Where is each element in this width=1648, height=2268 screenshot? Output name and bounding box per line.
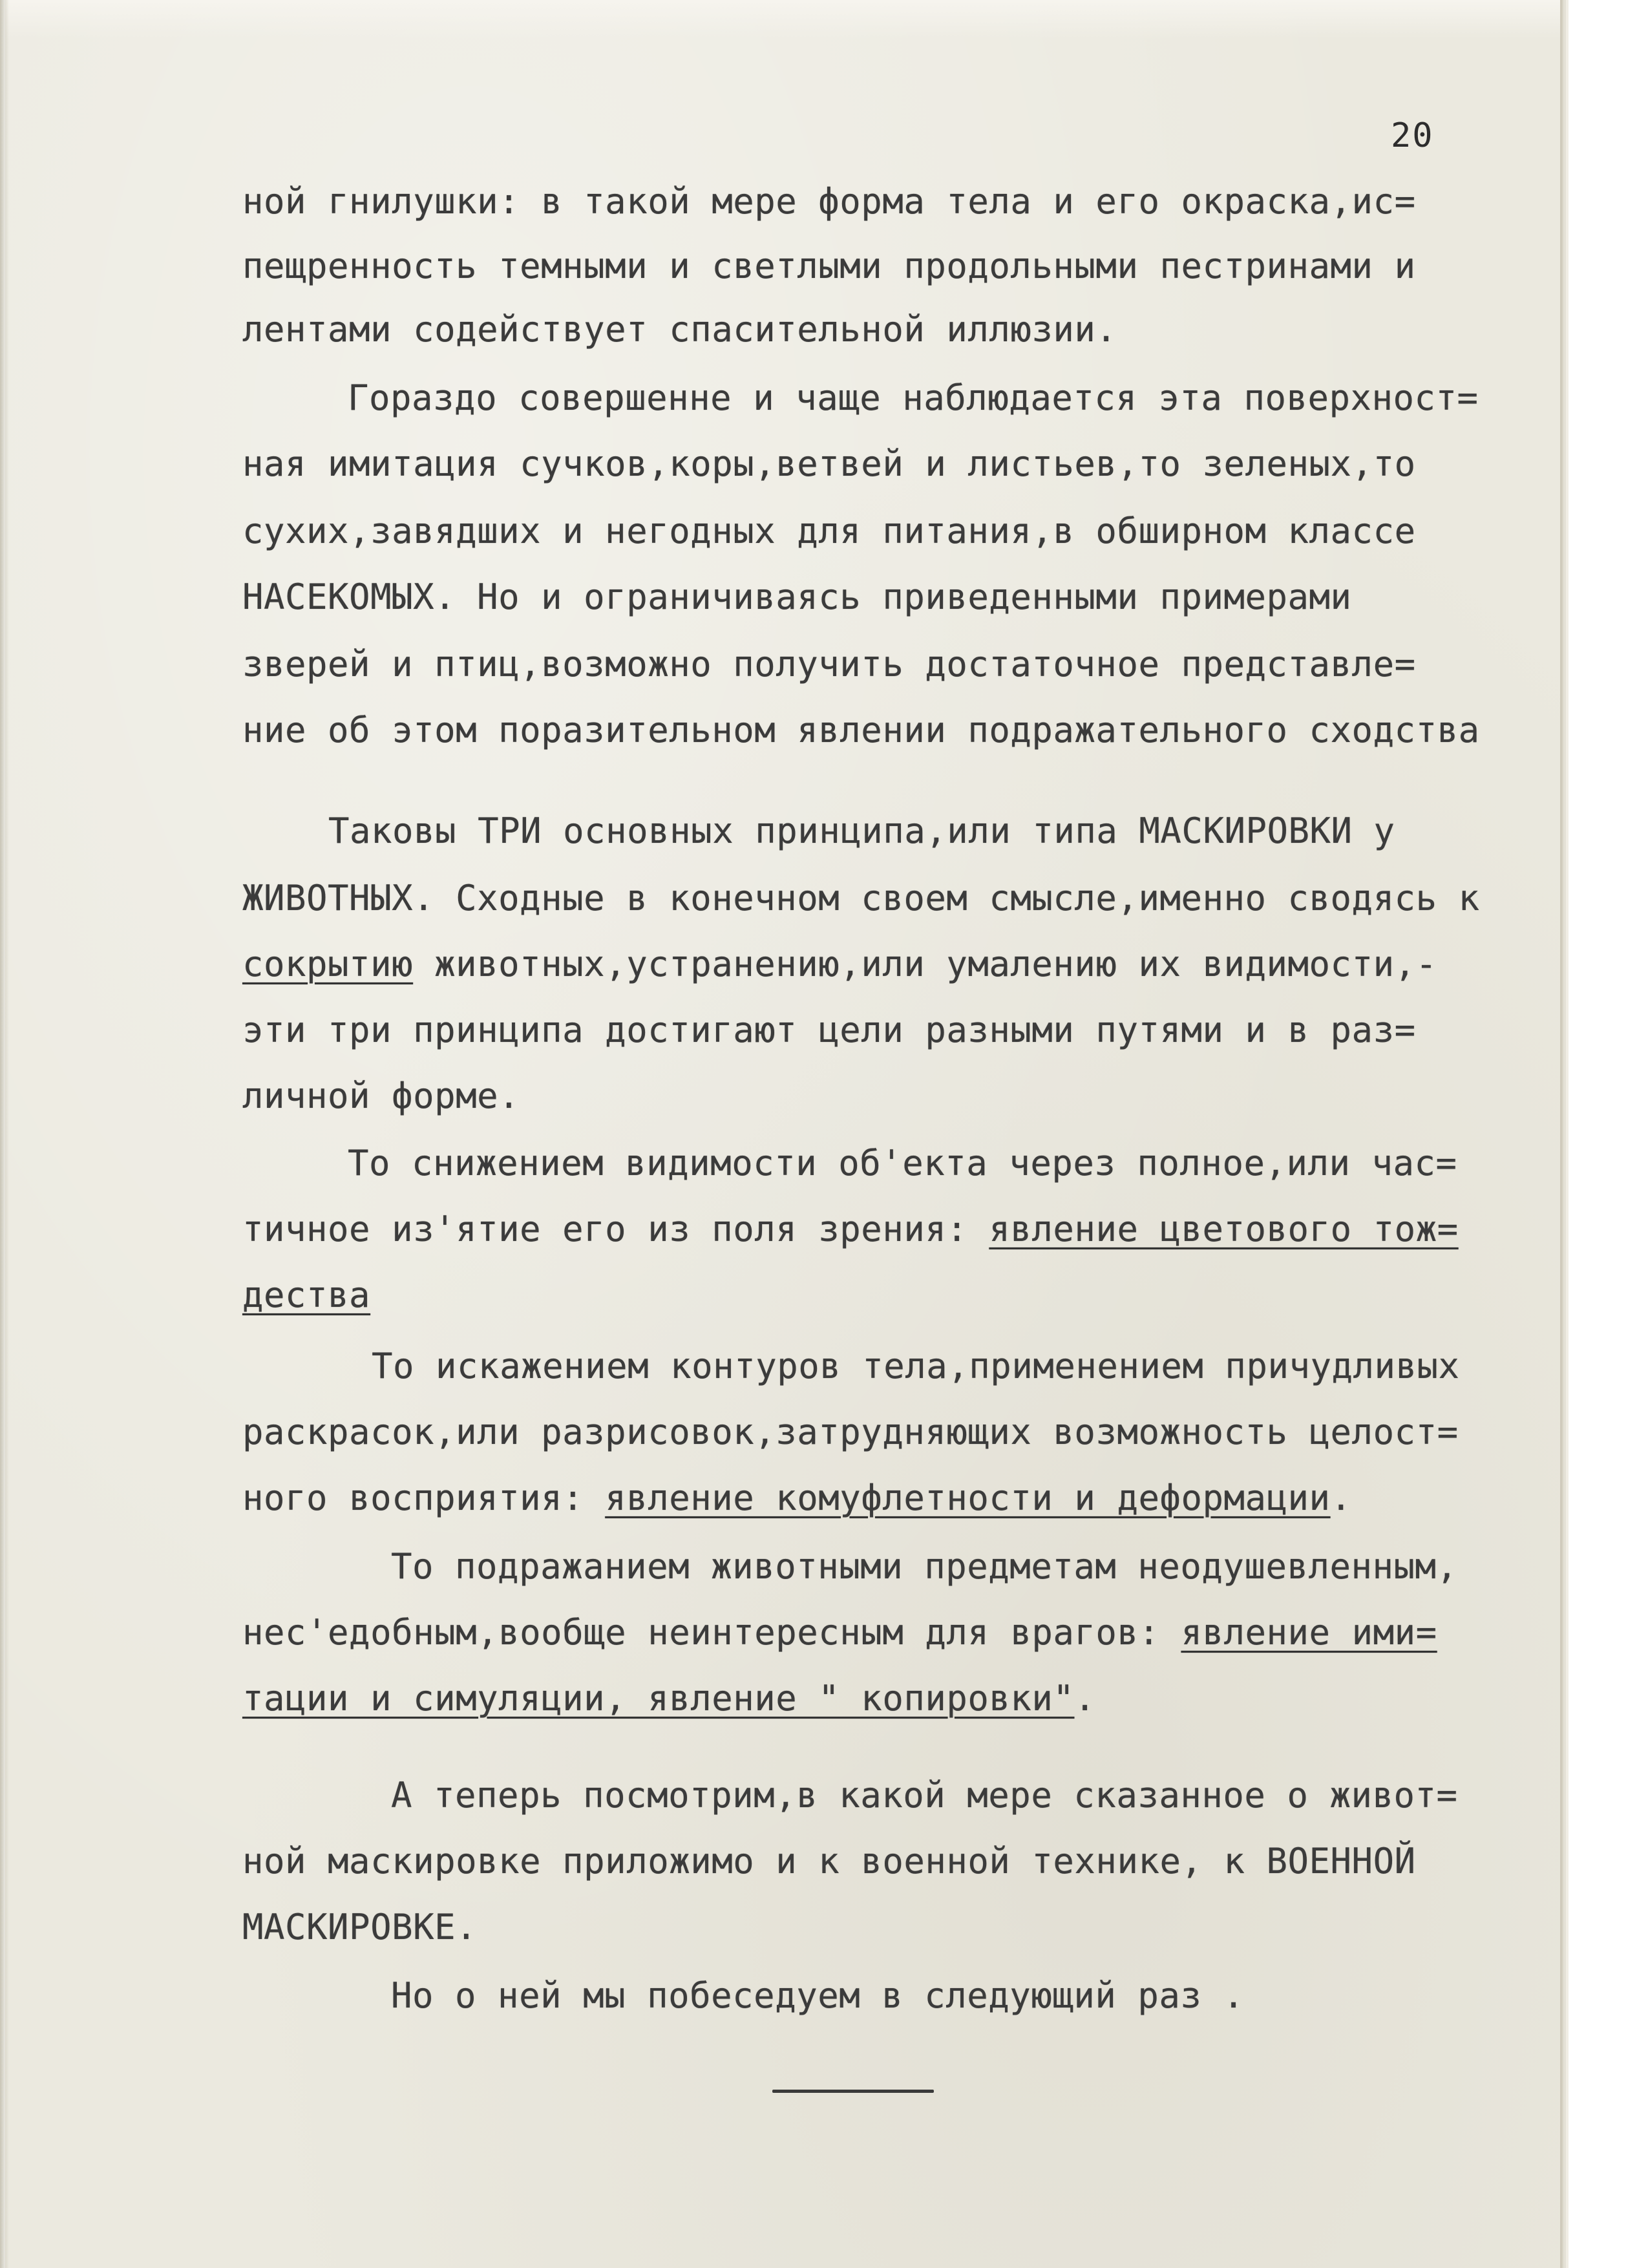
- text-line: А теперь посмотрим,в какой мере сказанное о живот=: [391, 1775, 1458, 1816]
- text-line: ного восприятия: явление комуфлетности и деформации.: [242, 1478, 1352, 1518]
- underlined-phrase: явление комуфлетности и деформации: [605, 1478, 1331, 1518]
- text-line: МАСКИРОВКЕ.: [242, 1907, 478, 1947]
- underlined-term: сокрытию: [242, 944, 414, 984]
- text-line: Но о ней мы побеседуем в следующий раз .: [391, 1975, 1245, 2016]
- underlined-phrase: явление цветового тож=: [989, 1209, 1459, 1249]
- underlined-phrase: дества: [242, 1275, 371, 1315]
- text-line: Таковы ТРИ основных принципа,или типа МАСКИРОВКИ у: [328, 811, 1395, 851]
- text-line: ной гнилушки: в такой мере форма тела и его окраска,ис=: [242, 181, 1416, 222]
- text-line: То искажением контуров тела,применением причудливых: [372, 1346, 1460, 1386]
- text-line: То подражанием животными предметам неодушевленным,: [391, 1546, 1458, 1587]
- page-number: 20: [1391, 116, 1434, 155]
- page-left-shadow: [0, 0, 9, 2268]
- text-line: ная имитация сучков,коры,ветвей и листьев,то зеленых,то: [242, 443, 1416, 484]
- text-line: ЖИВОТНЫХ. Сходные в конечном своем смысле,именно сводясь к: [242, 878, 1480, 918]
- text-line: сухих,завядших и негодных для питания,в обширном классе: [242, 511, 1416, 551]
- text-line: тичное из'ятие его из поля зрения: явление цветового тож=: [242, 1209, 1459, 1249]
- text-line: лентами содействует спасительной иллюзии.: [242, 309, 1117, 350]
- text-line: сокрытию животных,устранению,или умалению их видимости,-: [242, 944, 1437, 984]
- text-line: личной форме.: [242, 1076, 520, 1116]
- text-line: ние об этом поразительном явлении подражательного сходства: [242, 710, 1480, 750]
- text-line: То снижением видимости об'екта через полное,или час=: [348, 1143, 1457, 1183]
- text-line: зверей и птиц,возможно получить достаточное представле=: [242, 644, 1416, 684]
- text-line: пещренность темными и светлыми продольными пестринами и: [242, 246, 1416, 286]
- underlined-phrase: явление ими=: [1181, 1612, 1437, 1653]
- underlined-phrase: тации и симуляции, явление " копировки": [242, 1678, 1075, 1719]
- text-line: Гораздо совершенне и чаще наблюдается эта поверхност=: [348, 377, 1479, 418]
- text-line: НАСЕКОМЫХ. Но и ограничиваясь приведенными примерами: [242, 577, 1352, 617]
- text-line: раскрасок,или разрисовок,затрудняющих возможность целост=: [242, 1412, 1459, 1452]
- text-line: ной маскировке приложимо и к военной технике, к ВОЕННОЙ: [242, 1841, 1416, 1881]
- page-top-edge: [5, 0, 1560, 39]
- text-line: эти три принципа достигают цели разными путями и в раз=: [242, 1010, 1416, 1050]
- closing-rule: [772, 2090, 934, 2093]
- text-line: [242, 1275, 370, 1316]
- text-line: тации и симуляции, явление " копировки".: [242, 1678, 1096, 1719]
- text-line: нес'едобным,вообще неинтересным для врагов: явление ими=: [242, 1612, 1437, 1653]
